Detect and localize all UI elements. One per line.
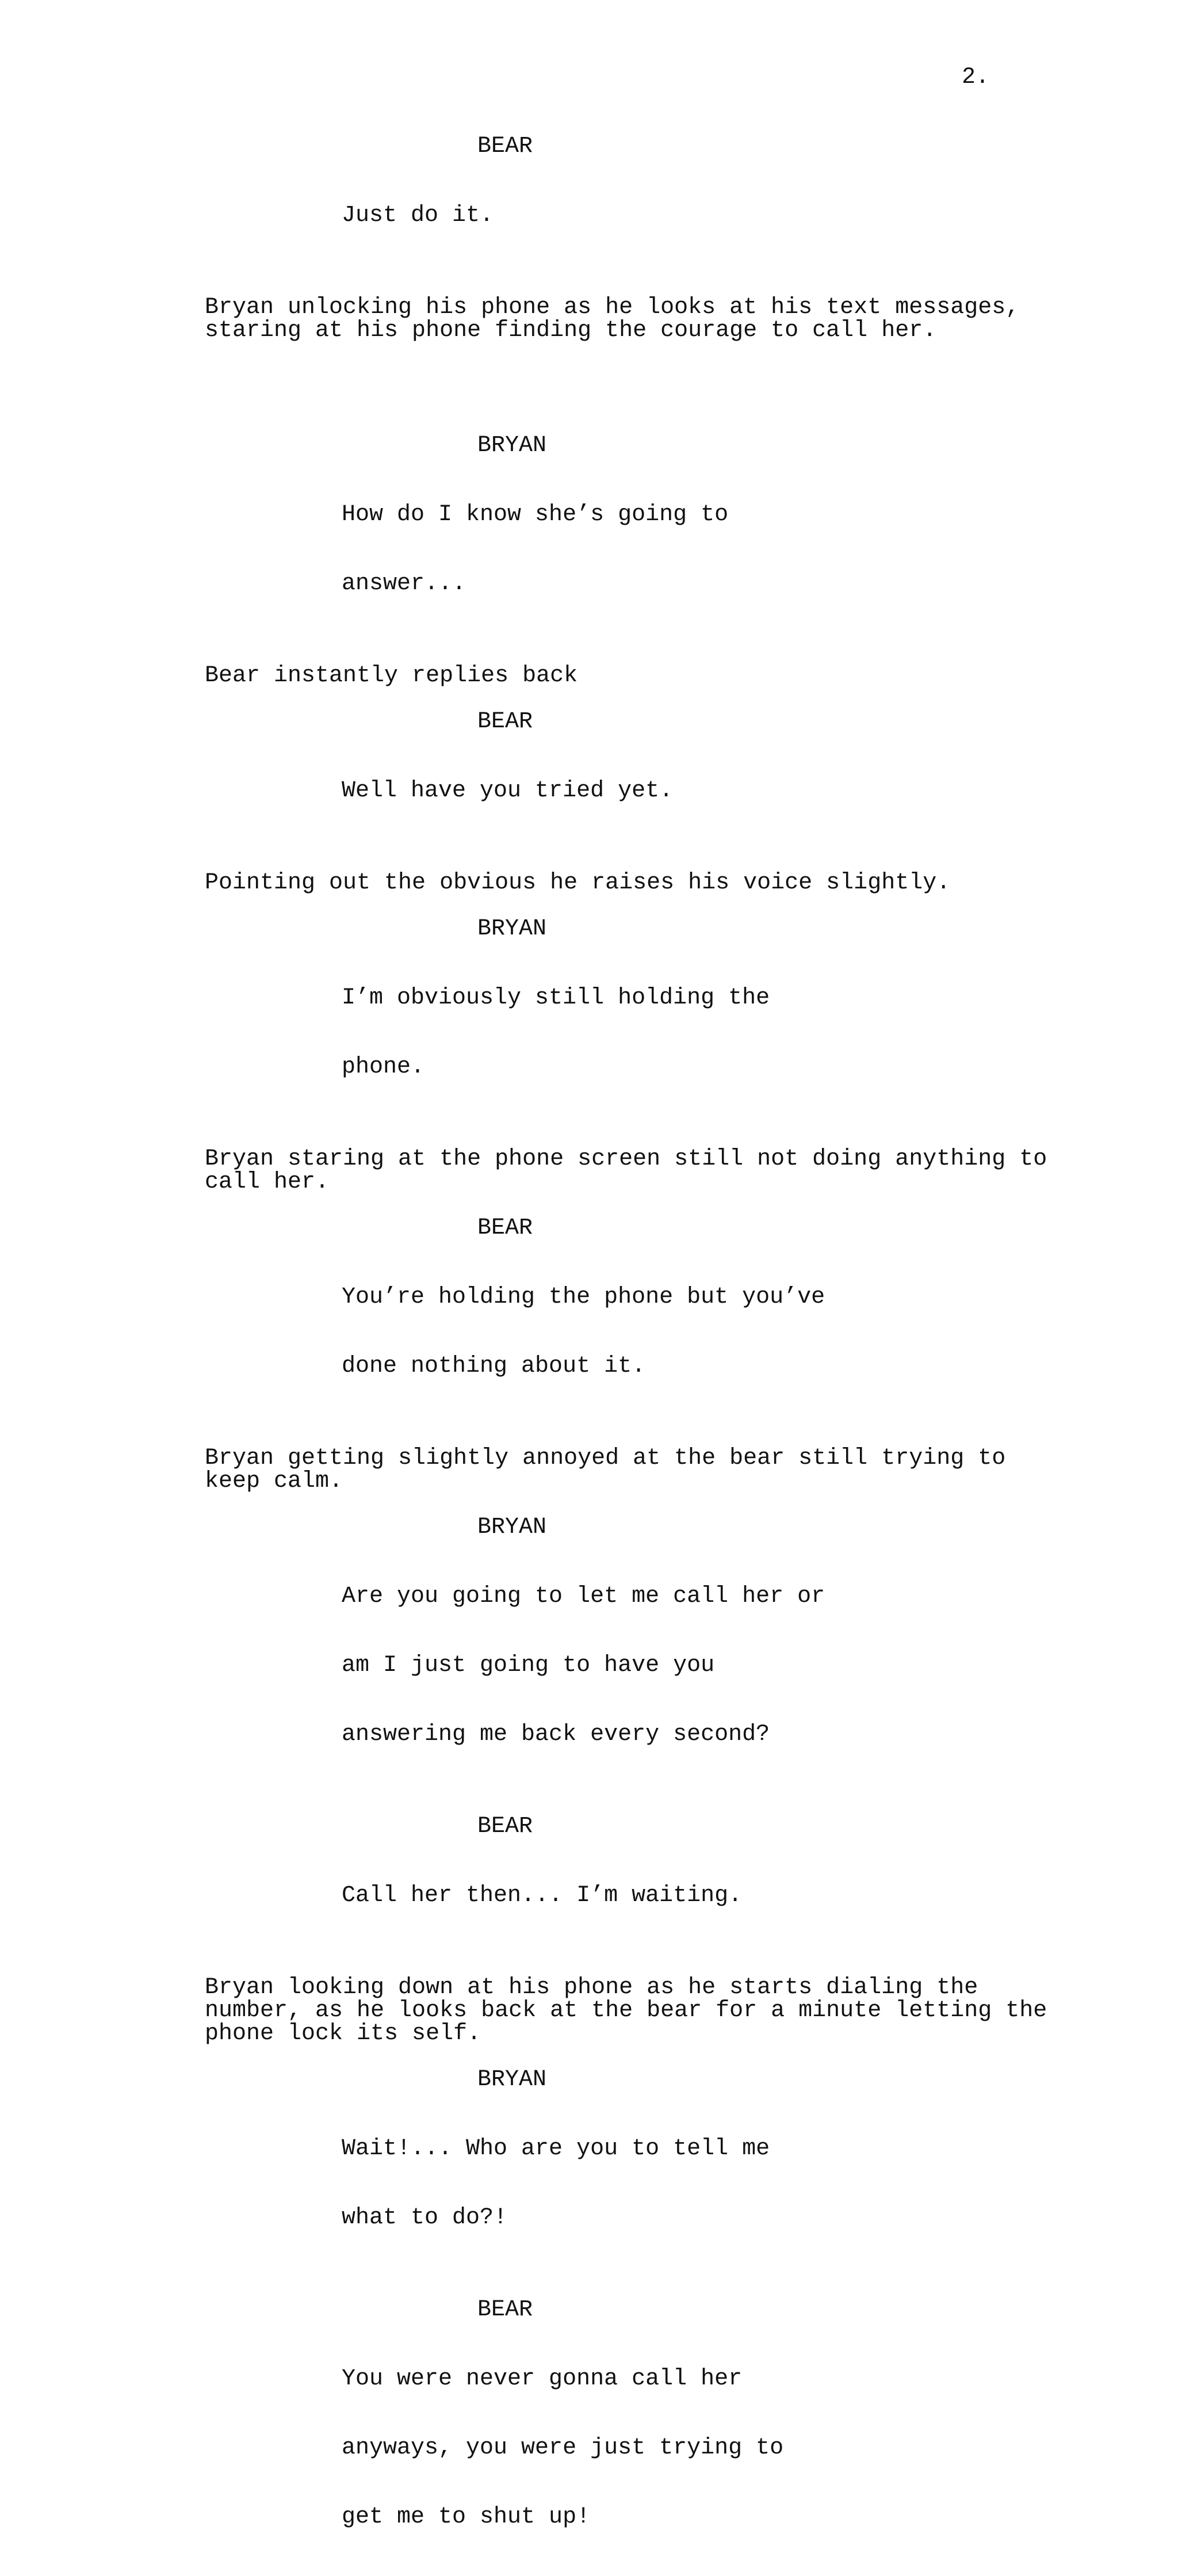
dialogue-block	[0, 2069, 1178, 2276]
action-line: phone lock its self.	[205, 2021, 481, 2047]
dialogue-block	[0, 711, 1178, 849]
dialogue-line: You’re holding the phone but you’ve	[342, 1284, 825, 1310]
action-line: number, as he looks back at the bear for a minute letting the	[205, 1998, 1047, 2024]
dialogue-block	[0, 135, 1178, 273]
dialogue-text	[342, 1539, 825, 1792]
character-name: BEAR	[477, 1814, 533, 1840]
dialogue-line: Just do it.	[342, 203, 494, 228]
dialogue-line: Call her then... I’m waiting.	[342, 1883, 743, 1909]
action-line: Pointing out the obvious he raises his voice slightly.	[205, 870, 951, 896]
dialogue-block	[0, 1815, 1178, 1953]
character-name: BEAR	[477, 1215, 533, 1241]
dialogue-block	[0, 918, 1178, 1125]
action-line: Bryan staring at the phone screen still not doing anything to	[205, 1146, 1047, 1172]
dialogue-block	[0, 434, 1178, 642]
action-line: call her.	[205, 1169, 330, 1195]
action-block	[205, 1976, 1045, 2045]
dialogue-line: anyways, you were just trying to	[342, 2435, 784, 2461]
action-line: Bryan looking down at his phone as he starts dialing the	[205, 1975, 978, 2001]
action-line: Bear instantly replies back	[205, 663, 578, 689]
dialogue-line: You were never gonna call her	[342, 2366, 743, 2392]
action-block	[205, 1447, 1045, 1493]
action-line: keep calm.	[205, 1468, 343, 1494]
dialogue-line: Well have you tried yet.	[342, 778, 674, 804]
dialogue-line: How do I know she’s going to	[342, 502, 729, 528]
dialogue-block	[0, 1516, 1178, 1792]
dialogue-line: Are you going to let me call her or	[342, 1583, 825, 1609]
action-block	[205, 872, 1045, 895]
action-line: Bryan unlocking his phone as he looks at his text messages,	[205, 295, 1020, 320]
dialogue-text	[342, 734, 779, 849]
dialogue-line: what to do?!	[342, 2205, 508, 2231]
dialogue-line: done nothing about it.	[342, 1353, 646, 1379]
dialogue-line: get me to shut up!	[342, 2504, 591, 2530]
script-body	[0, 135, 1178, 2575]
dialogue-line: phone.	[342, 1054, 425, 1080]
action-block	[205, 296, 1045, 342]
dialogue-text	[342, 1240, 825, 1424]
action-line: staring at his phone finding the courage to call her.	[205, 318, 937, 344]
dialogue-block	[0, 2299, 1178, 2575]
dialogue-text	[342, 457, 779, 642]
character-name: BRYAN	[477, 1514, 547, 1540]
dialogue-line: I’m obviously still holding the	[342, 985, 770, 1011]
dialogue-line: answer...	[342, 571, 466, 597]
character-name: BEAR	[477, 2297, 533, 2323]
character-name: BRYAN	[477, 433, 547, 459]
dialogue-line: Wait!... Who are you to tell me	[342, 2136, 770, 2162]
dialogue-line: am I just going to have you	[342, 1653, 715, 1678]
action-block	[205, 1148, 1045, 1194]
page-number: 2.	[962, 64, 990, 90]
dialogue-text	[342, 2322, 784, 2575]
character-name: BRYAN	[477, 2067, 547, 2093]
dialogue-text	[342, 158, 779, 273]
action-block	[205, 665, 1045, 688]
dialogue-text	[342, 941, 779, 1125]
character-name: BEAR	[477, 709, 533, 735]
dialogue-line: answering me back every second?	[342, 1722, 770, 1747]
character-name: BEAR	[477, 133, 533, 159]
action-line: Bryan getting slightly annoyed at the bear still trying to	[205, 1445, 1006, 1471]
dialogue-text	[342, 2092, 779, 2276]
character-name: BRYAN	[477, 916, 547, 942]
dialogue-block	[0, 1217, 1178, 1424]
dialogue-text	[342, 1838, 779, 1953]
